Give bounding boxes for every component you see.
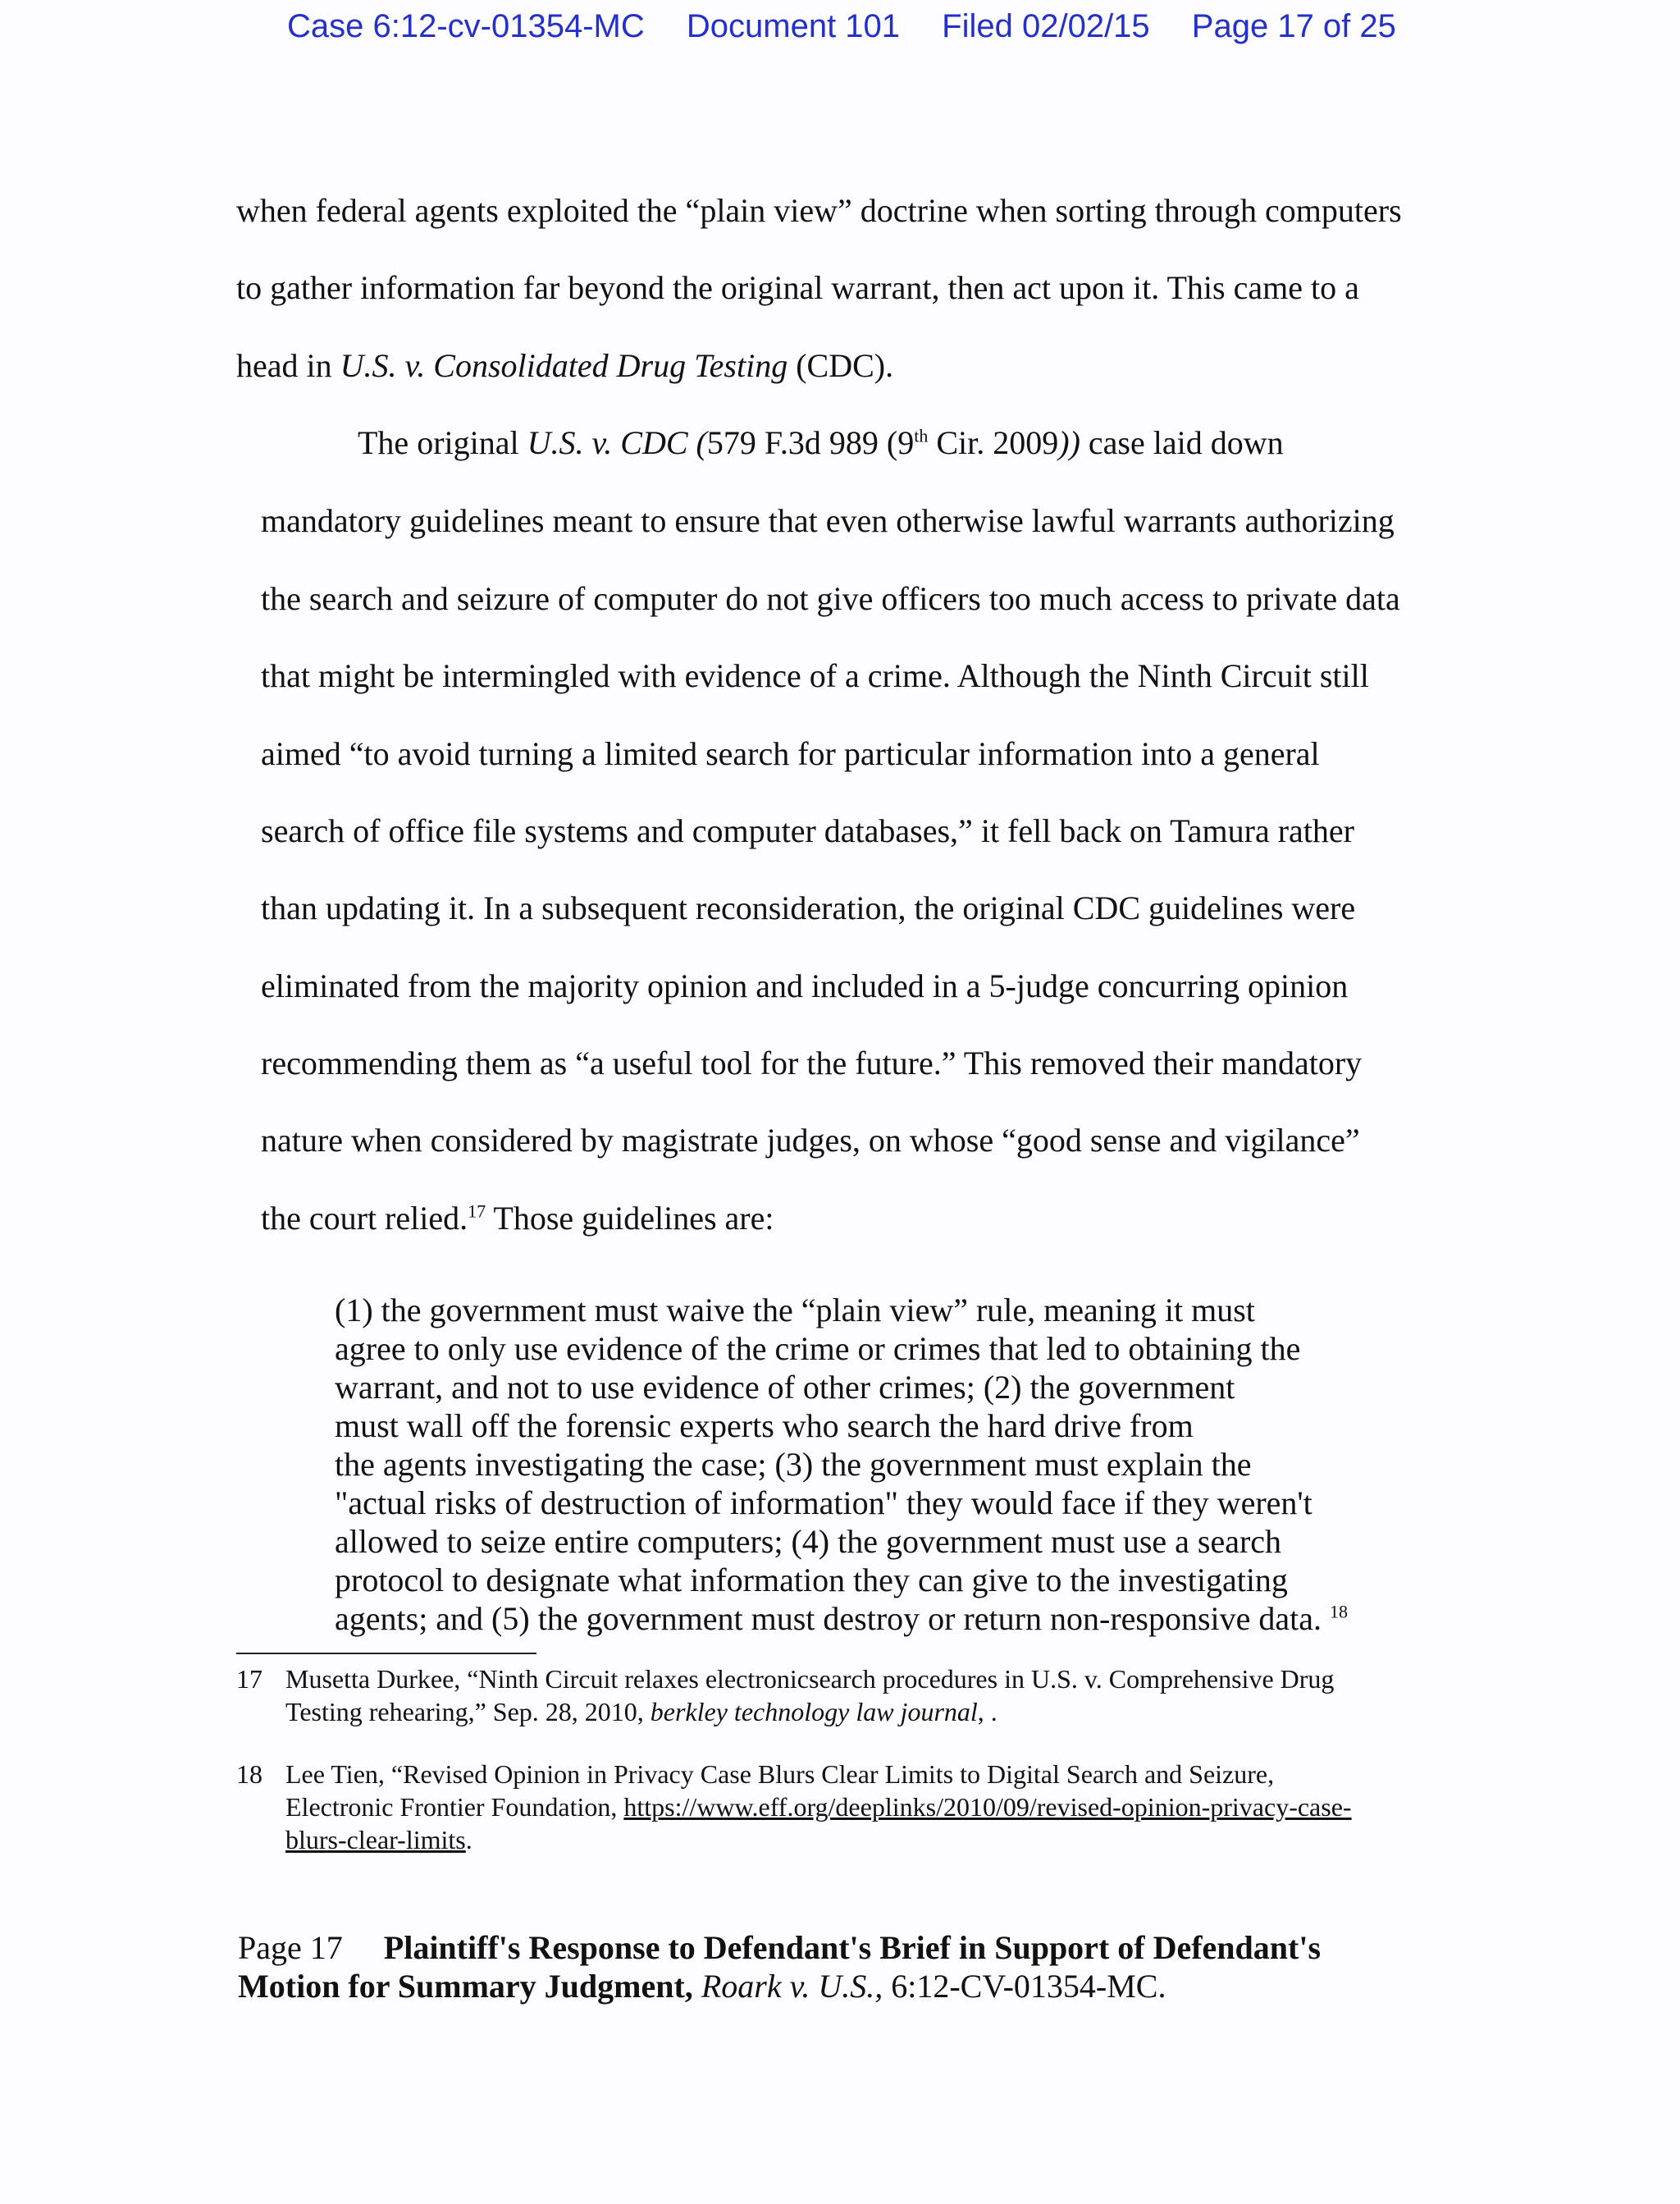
case-name: U.S. v. CDC ( (527, 424, 707, 461)
body-line-3: head in U.S. v. Consolidated Drug Testing (CDC). (236, 347, 894, 384)
footnote-separator (236, 1653, 536, 1654)
body-line-12: recommending them as “a useful tool for the future.” This removed their mandatory (261, 1045, 1363, 1081)
eff-article-link-cont[interactable]: blurs-clear-limits (285, 1825, 466, 1854)
eff-article-link[interactable]: https://www.eff.org/deeplinks/2010/09/revised-opinion-privacy-case- (623, 1792, 1352, 1822)
body-line-11: eliminated from the majority opinion and included in a 5-judge concurring opinion (261, 967, 1349, 1004)
body-line-8: aimed “to avoid turning a limited search for particular information into a general (261, 735, 1320, 772)
court-filing-header (287, 8, 1396, 45)
body-line-7: that might be intermingled with evidence of a crime. Although the Ninth Circuit still (261, 657, 1369, 694)
case-number: Case 6:12-cv-01354-MC (287, 8, 645, 44)
footer-case-name: Roark v. U.S., (701, 1968, 883, 2005)
body-line-2: to gather information far beyond the original warrant, then act upon it. This came to a (236, 269, 1359, 306)
footnote-18: 18 Lee Tien, “Revised Opinion in Privacy Case Blurs Clear Limits to Digital Search and Seizure, Electronic Frontier Foundation, https://www.eff.org/deeplinks/2010/09/revised-opinion-privacy-case- blurs-clear-limits. (236, 1759, 1352, 1854)
page-footer: Page 17 Plaintiff's Response to Defendant's Brief in Support of Defendant's Motion for Summary Judgment, Roark v. U.S., 6:12-CV-01354-MC. (238, 1929, 1322, 2005)
body-line-14: the court relied.$^{17}$ Those guidelines are: (261, 1200, 774, 1237)
body-line-4: The original U.S. v. CDC (579 F.3d 989 (9th Cir. 2009)) case laid down (358, 424, 1284, 461)
footer-title: Plaintiff's Response to Defendant's Brief in Support of Defendant's (383, 1929, 1322, 1966)
footer-page-number: Page 17 (238, 1929, 343, 1966)
footnote-ref-18: 18 (1330, 1601, 1349, 1622)
body-line-9: search of office file systems and computer databases,” it fell back on Tamura rather (261, 812, 1354, 849)
body-line-10: than updating it. In a subsequent reconsideration, the original CDC guidelines were (261, 889, 1356, 926)
footnote-17: 17 Musetta Durkee, “Ninth Circuit relaxes electronicsearch procedures in U.S. v. Comprehensive Drug Testing rehearing,” Sep. 28, 2010, berkley technology law journal, . (236, 1664, 1335, 1726)
page-of-total: Page 17 of 25 (1191, 8, 1396, 44)
case-name: U.S. v. Consolidated Drug Testing (340, 347, 788, 384)
document-number: Document 101 (686, 8, 901, 44)
body-line-13: nature when considered by magistrate judges, on whose “good sense and vigilance” (261, 1122, 1360, 1159)
body-line-5: mandatory guidelines meant to ensure that even otherwise lawful warrants authorizing (261, 502, 1395, 539)
footnote-ref-17: 17 (468, 1200, 486, 1222)
block-quote: (1) the government must waive the “plain view” rule, meaning it must agree to only use evidence of the crime or crimes that led to obtaining the warrant, and not to use evidence of other crimes; (2) the government must wall off the forensic experts who search the hard drive from the agents investigating the case; (3) the government must explain the "actual risks of destruction of information" they would face if they weren't allowed to seize entire computers; (4) the government must use a search protocol to designate what information they can give to the investigating agents; and (5) the government must destroy or return non-responsive data. $^{18}$ (335, 1292, 1349, 1637)
filed-date: Filed 02/02/15 (942, 8, 1150, 44)
body-line-1: when federal agents exploited the “plain view” doctrine when sorting through computers (236, 192, 1402, 229)
body-line-6: the search and seizure of computer do not give officers too much access to private data (261, 580, 1400, 617)
